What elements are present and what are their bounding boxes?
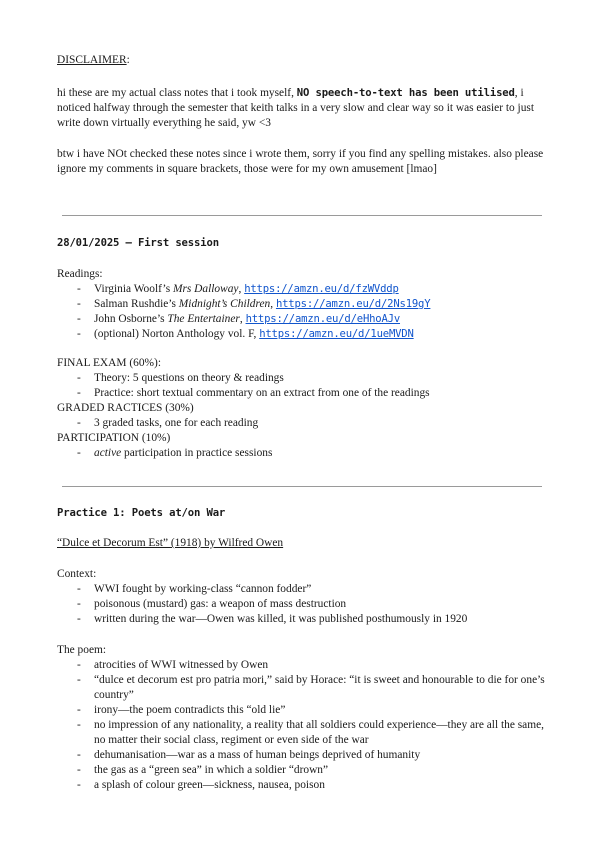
poem-title: “Dulce et Decorum Est” (1918) by Wilfred Owen bbox=[57, 537, 284, 549]
list-item: - Practice: short textual commentary on an extract from one of the readings bbox=[57, 386, 547, 401]
reading-item bbox=[57, 312, 547, 327]
list-item: - 3 graded tasks, one for each reading bbox=[57, 416, 547, 431]
context-list bbox=[57, 582, 547, 627]
reading-sep: , bbox=[238, 283, 245, 295]
reading-link[interactable]: https://amzn.eu/d/eHhoAJv bbox=[245, 313, 401, 325]
reading-sep: , bbox=[239, 313, 246, 325]
disclaimer-heading-text: DISCLAIMER bbox=[57, 54, 127, 66]
readings-label: Readings: bbox=[57, 268, 103, 280]
reading-title: Midnight’s Children bbox=[178, 298, 271, 310]
readings-list bbox=[57, 282, 547, 342]
practice-title: Practice 1: Poets at/on War bbox=[57, 507, 226, 519]
disclaimer-p1-bold: NO speech-to-text has been utilised bbox=[296, 87, 515, 99]
reading-link[interactable]: https://amzn.eu/d/fzWVddp bbox=[244, 283, 399, 295]
graded-practices-list bbox=[57, 416, 547, 431]
reading-item bbox=[57, 297, 547, 312]
list-item: - written during the war—Owen was killed, it was published posthumously in 1920 bbox=[57, 612, 547, 627]
disclaimer-heading bbox=[57, 53, 547, 68]
list-item: - poisonous (mustard) gas: a weapon of mass destruction bbox=[57, 597, 547, 612]
final-exam-list bbox=[57, 371, 547, 401]
reading-title: Mrs Dalloway bbox=[172, 283, 239, 295]
session-title: 28/01/2025 — First session bbox=[57, 237, 219, 249]
reading-author: (optional) Norton Anthology vol. F, bbox=[94, 328, 260, 340]
reading-author: John Osborne’s bbox=[94, 313, 168, 325]
reading-title: The Entertainer bbox=[167, 313, 240, 325]
list-item: - irony—the poem contradicts this “old lie” bbox=[57, 703, 547, 718]
list-item: - “dulce et decorum est pro patria mori,” said by Horace: “it is sweet and honourable to die for one’s country” bbox=[57, 673, 547, 703]
disclaimer-paragraph-1 bbox=[57, 86, 547, 131]
section-divider bbox=[62, 215, 542, 216]
list-item bbox=[57, 446, 547, 461]
participation-emphasis: active bbox=[94, 447, 122, 459]
reading-author: Virginia Woolf’s bbox=[94, 283, 173, 295]
disclaimer-p1-end: , i noticed halfway through the semester that keith talks in a very slow and clear way so it was easier to just write down virtually everything he said, yw <3 bbox=[57, 87, 535, 129]
list-item: - Theory: 5 questions on theory & readings bbox=[57, 371, 547, 386]
reading-item bbox=[57, 327, 547, 342]
list-item: - atrocities of WWI witnessed by Owen bbox=[57, 658, 547, 673]
section-divider bbox=[62, 486, 542, 487]
reading-item bbox=[57, 282, 547, 297]
reading-sep: , bbox=[270, 298, 276, 310]
participation-text: participation in practice sessions bbox=[121, 447, 273, 459]
participation-list bbox=[57, 446, 547, 461]
disclaimer-p1-start: hi these are my actual class notes that i took myself, bbox=[57, 87, 297, 99]
graded-practices-label: GRADED RACTICES (30%) bbox=[57, 402, 194, 414]
reading-link[interactable]: https://amzn.eu/d/2Ns19gY bbox=[275, 298, 431, 310]
disclaimer-colon: : bbox=[126, 54, 130, 66]
context-label: Context: bbox=[57, 568, 97, 580]
list-item: - WWI fought by working-class “cannon fodder” bbox=[57, 582, 547, 597]
disclaimer-paragraph-2: btw i have NOt checked these notes since i wrote them, sorry if you find any spelling mistakes. also please ignore my comments in square brackets, those were for my own amusement [lmao] bbox=[57, 148, 544, 175]
list-item: - dehumanisation—war as a mass of human beings deprived of humanity bbox=[57, 748, 547, 763]
participation-label: PARTICIPATION (10%) bbox=[57, 432, 171, 444]
reading-link[interactable]: https://amzn.eu/d/1ueMVDN bbox=[259, 328, 414, 340]
poem-label: The poem: bbox=[57, 644, 107, 656]
list-item: - a splash of colour green—sickness, nausea, poison bbox=[57, 778, 547, 793]
poem-list bbox=[57, 658, 547, 793]
final-exam-label: FINAL EXAM (60%): bbox=[57, 357, 161, 369]
reading-author: Salman Rushdie’s bbox=[94, 298, 179, 310]
list-item: - the gas as a “green sea” in which a soldier “drown” bbox=[57, 763, 547, 778]
list-item: - no impression of any nationality, a reality that all soldiers could experience—they are all the same, no matter their social class, regiment or even side of the war bbox=[57, 718, 547, 748]
